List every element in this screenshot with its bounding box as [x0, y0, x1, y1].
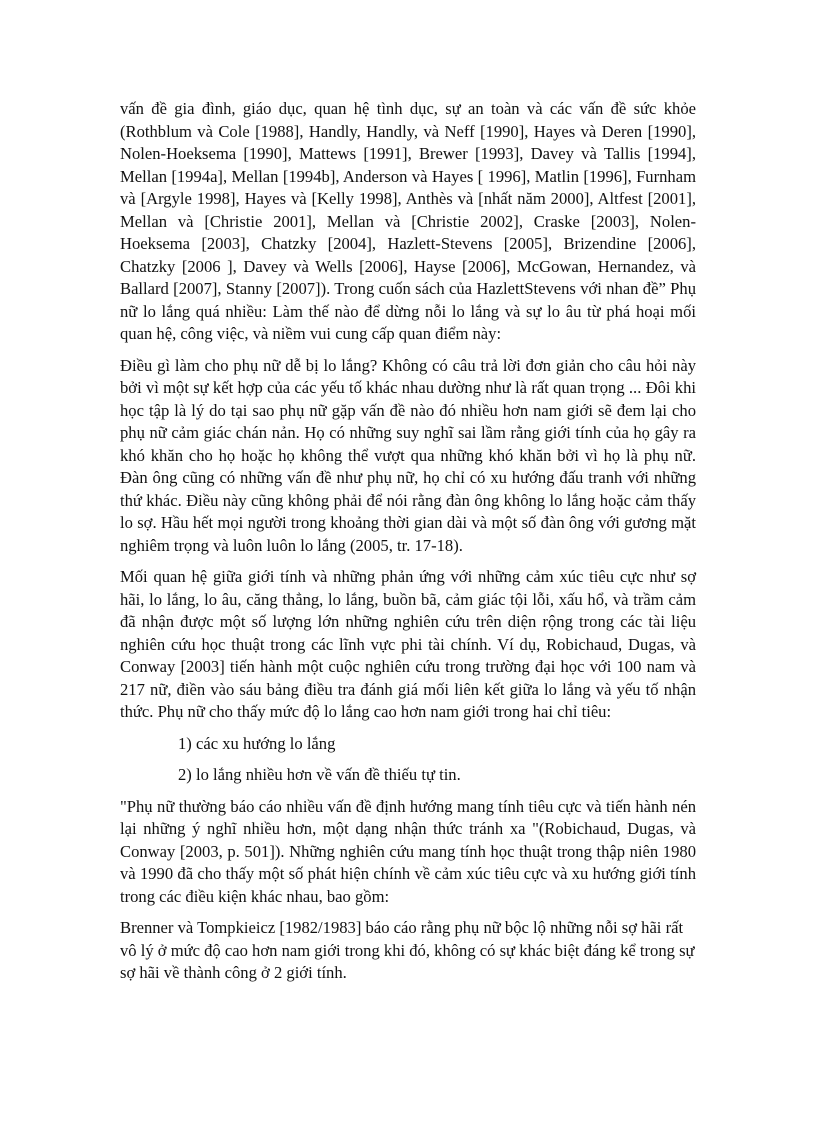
paragraph-4: "Phụ nữ thường báo cáo nhiều vấn đề định hướng mang tính tiêu cực và tiến hành nén lại những ý nghĩ nhiều hơn, một dạng nhận thức tránh xa "(Robichaud, Dugas, và Conway [2003, p. 501]). Những nghiên cứu mang tính học thuật trong thập niên 1980 và 1990 đã cho thấy một số phát hiện chính về cảm xúc tiêu cực và xu hướng giới tính trong các điều kiện khác nhau, bao gồm: — [120, 796, 696, 906]
list-item-1: 1) các xu hướng lo lắng — [178, 733, 336, 753]
paragraph-3: Mối quan hệ giữa giới tính và những phản ứng với những cảm xúc tiêu cực như sợ hãi, lo lắng, lo âu, căng thẳng, lo lắng, buồn bã, cảm giác tội lỗi, xấu hổ, và trầm cảm đã nhận được một số lượng lớn những nghiên cứu trên diện rộng trong các tài liệu nghiên cứu học thuật trong các lĩnh vực phi tài chính. Ví dụ, Robichaud, Dugas, và Conway [2003] tiến hành một cuộc nghiên cứu trong trường đại học với 100 nam và 217 nữ, điền vào sáu bảng điều tra đánh giá mối liên kết giữa lo lắng và yếu tố nhận thức. Phụ nữ cho thấy mức độ lo lắng cao hơn nam giới trong hai chỉ tiêu: — [120, 567, 696, 721]
paragraph-1: vấn đề gia đình, giáo dục, quan hệ tình dục, sự an toàn và các vấn đề sức khỏe (Rothblum và Cole [1988], Handly, Handly, và Neff [1990], Hayes và Deren [1990], Nolen-Hoeksema [1990], Mattews [1991], Brewer [1993], Davey và Tallis [1994], Mellan [1994a], Mellan [1994b], Anderson và Hayes [ 1996], Matlin [1996], Furnham và [Argyle 1998], Hayes và [Kelly 1998], Anthès và [nhất năm 2000], Altfest [2001], Mellan và [Christie 2001], Mellan và [Christie 2002], Craske [2003], Nolen-Hoeksema [2003], Chatzky [2004], Hazlett-Stevens [2005], Brizendine [2006], Chatzky [2006 ], Davey và Wells [2006], Hayse [2006], McGowan, Hernandez, và Ballard [2007], Stanny [2007]). Trong cuốn sách của HazlettStevens với nhan đề” Phụ nữ lo lắng quá nhiều: Làm thế nào để dừng nỗi lo lắng và sự lo âu từ phá hoại mối quan hệ, công việc, và niềm vui cung cấp quan điểm này: — [120, 99, 696, 343]
list-item-2: 2) lo lắng nhiều hơn về vấn đề thiếu tự tin. — [178, 765, 461, 784]
paragraph-5: Brenner và Tompkieicz [1982/1983] báo cáo rằng phụ nữ bộc lộ những nỗi sợ hãi rất vô lý ở mức độ cao hơn nam giới trong khi đó, không có sự khác biệt đáng kể trong sự sợ hãi về thành công ở 2 giới tính. — [120, 918, 695, 982]
document-page — [120, 98, 696, 985]
paragraph-2: Điều gì làm cho phụ nữ dễ bị lo lắng? Không có câu trả lời đơn giản cho câu hỏi này bởi vì một sự kết hợp của các yếu tố khác nhau dường như là rất quan trọng ... Đôi khi học tập là lý do tại sao phụ nữ gặp vấn đề nào đó nhiều hơn nam giới sẽ đem lại cho phụ nữ cảm giác chán nản. Họ có những suy nghĩ sai lầm rằng giới tính của họ gây ra khó khăn cho họ hoặc họ không thể vượt qua những khó khăn bởi vì họ là phụ nữ. Đàn ông cũng có những vấn đề như phụ nữ, họ chỉ có xu hướng đấu tranh với những thứ khác. Điều này cũng không phải để nói rằng đàn ông không lo lắng hoặc cảm thấy lo sợ. Hầu hết mọi người trong khoảng thời gian dài và một số đàn ông với gương mặt nghiêm trọng và luôn luôn lo lắng (2005, tr. 17-18). — [120, 355, 696, 555]
